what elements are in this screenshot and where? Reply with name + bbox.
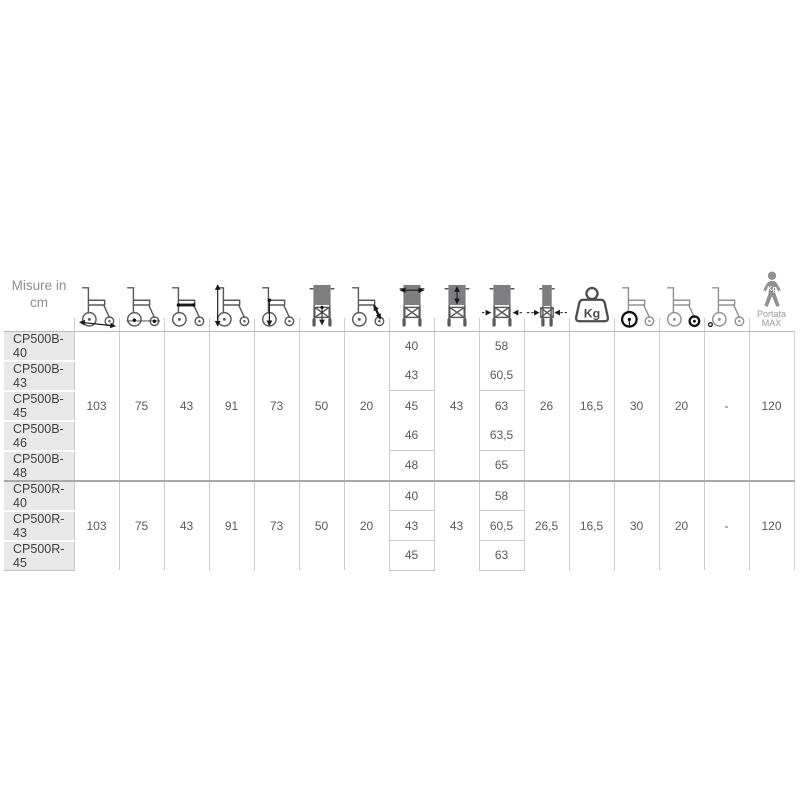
value-cell-seat-width: 45 [389, 391, 434, 421]
value-cell-wheelbase-length: 75 [119, 331, 164, 481]
value-cell-total-width: 63,5 [479, 421, 524, 451]
front-wheel-diameter-icon [616, 281, 658, 329]
row-label: CP500B-46 [4, 421, 74, 451]
section-cp500b [4, 331, 794, 481]
col-seat-width [389, 269, 434, 331]
value-cell-max-load: 120 [749, 331, 794, 481]
value-cell-seat-width: 43 [389, 361, 434, 391]
value-cell-seat-width: 43 [389, 511, 434, 541]
col-armrest-height [254, 269, 299, 331]
table-row [4, 481, 794, 511]
row-label: CP500B-48 [4, 451, 74, 481]
value-cell-total-width: 63 [479, 541, 524, 571]
col-max-load [749, 269, 794, 331]
wheelchair-total-length-icon [76, 281, 118, 329]
value-cell-total-width: 60,5 [479, 361, 524, 391]
row-label: CP500B-43 [4, 361, 74, 391]
value-cell-seat-depth: 43 [164, 481, 209, 571]
value-cell-total-height: 91 [209, 331, 254, 481]
row-label: CP500B-40 [4, 331, 74, 361]
portata-kg-label: Kg [766, 284, 777, 293]
col-caster [704, 269, 749, 331]
wheelchair-seat-height-icon [301, 281, 343, 329]
portata-max-label: Portata MAX [756, 308, 787, 328]
kg-icon-label: Kg [583, 305, 600, 320]
caster-wheel-icon [706, 281, 748, 329]
value-cell-seat-height: 50 [299, 481, 344, 571]
value-cell-caster: - [704, 331, 749, 481]
value-cell-caster: - [704, 481, 749, 571]
value-cell-footrest-length: 20 [344, 331, 389, 481]
wheelchair-total-width-icon [481, 281, 523, 329]
col-rear-wheel [659, 269, 704, 331]
wheelchair-seat-depth-icon [166, 281, 208, 329]
weight-kg-icon [571, 281, 613, 329]
dimensions-table [4, 269, 795, 571]
wheelchair-wheelbase-length-icon [121, 281, 163, 329]
col-wheelbase-length [119, 269, 164, 331]
value-cell-seat-width: 48 [389, 451, 434, 481]
value-cell-total-width: 58 [479, 481, 524, 511]
value-cell-weight: 16,5 [569, 331, 614, 481]
value-cell-front-wheel: 30 [614, 331, 659, 481]
wheelchair-footrest-length-icon [346, 281, 388, 329]
col-backrest-height [434, 269, 479, 331]
wheelchair-seat-width-icon [391, 281, 433, 329]
value-cell-footrest-length: 20 [344, 481, 389, 571]
value-cell-front-wheel: 30 [614, 481, 659, 571]
value-cell-total-width: 60,5 [479, 511, 524, 541]
value-cell-seat-width: 45 [389, 541, 434, 571]
col-total-height [209, 269, 254, 331]
col-front-wheel [614, 269, 659, 331]
value-cell-seat-height: 50 [299, 331, 344, 481]
value-cell-seat-width: 46 [389, 421, 434, 451]
value-cell-armrest-height: 73 [254, 481, 299, 571]
col-seat-height [299, 269, 344, 331]
value-cell-total-width: 58 [479, 331, 524, 361]
value-cell-seat-width: 40 [389, 331, 434, 361]
section-cp500r [4, 481, 794, 571]
wheelchair-armrest-height-icon [256, 281, 298, 329]
col-seat-depth [164, 269, 209, 331]
value-cell-rear-wheel: 20 [659, 331, 704, 481]
value-cell-seat-depth: 43 [164, 331, 209, 481]
value-cell-total-width: 63 [479, 391, 524, 421]
col-total-width [479, 269, 524, 331]
measure-unit-label: Misure in cm [4, 269, 74, 331]
table-row [4, 331, 794, 361]
col-folded-width [524, 269, 569, 331]
value-cell-wheelbase-length: 75 [119, 481, 164, 571]
wheelchair-total-height-icon [211, 281, 253, 329]
value-cell-rear-wheel: 20 [659, 481, 704, 571]
value-cell-total-width: 65 [479, 451, 524, 481]
col-footrest-length [344, 269, 389, 331]
value-cell-total-length: 103 [74, 481, 119, 571]
value-cell-total-height: 91 [209, 481, 254, 571]
max-load-icon [752, 271, 792, 309]
wheelchair-folded-width-icon [526, 281, 568, 329]
row-label: CP500R-45 [4, 541, 74, 571]
col-weight [569, 269, 614, 331]
value-cell-backrest-height: 43 [434, 481, 479, 571]
value-cell-folded-width: 26,5 [524, 481, 569, 571]
row-label: CP500B-45 [4, 391, 74, 421]
value-cell-seat-width: 40 [389, 481, 434, 511]
value-cell-total-length: 103 [74, 331, 119, 481]
wheelchair-backrest-height-icon [436, 281, 478, 329]
value-cell-max-load: 120 [749, 481, 794, 571]
col-total-length [74, 269, 119, 331]
table-header [4, 269, 794, 331]
row-label: CP500R-43 [4, 511, 74, 541]
value-cell-folded-width: 26 [524, 331, 569, 481]
value-cell-armrest-height: 73 [254, 331, 299, 481]
rear-wheel-diameter-icon [661, 281, 703, 329]
value-cell-weight: 16,5 [569, 481, 614, 571]
value-cell-backrest-height: 43 [434, 331, 479, 481]
row-label: CP500R-40 [4, 481, 74, 511]
